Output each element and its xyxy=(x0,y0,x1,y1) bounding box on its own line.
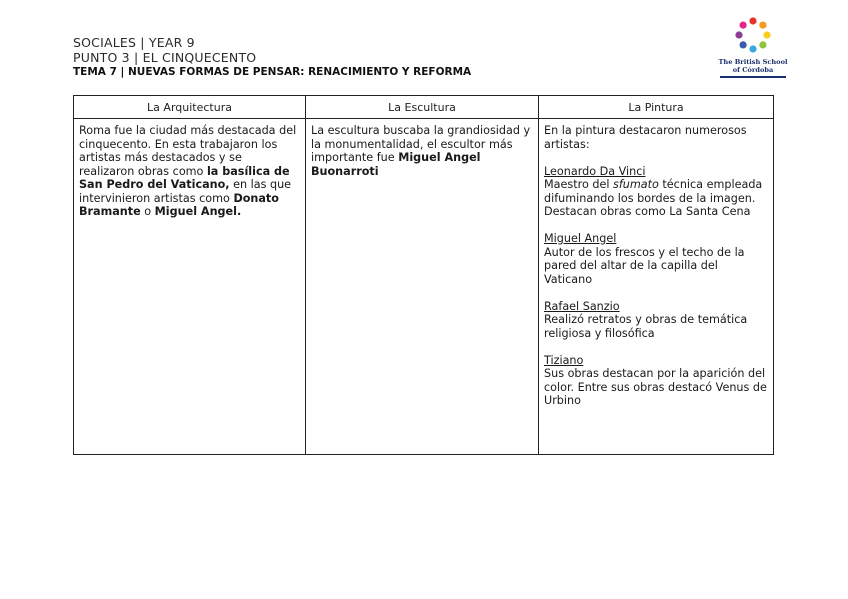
logo-underline xyxy=(720,76,786,78)
artist-tiziano: Tiziano Sus obras destacan por la aparición del color. Entre sus obras destacó Venus de Urbino xyxy=(544,353,767,407)
logo-dot xyxy=(735,31,742,38)
header-escultura: La Escultura xyxy=(306,96,539,119)
logo-dot xyxy=(749,17,756,24)
artist-name: Tiziano xyxy=(544,353,584,367)
cell-arquitectura: Roma fue la ciudad más destacada del cinquecento. En esta trabajaron los artistas más destacados y se realizaron obras como la basílica de San Pedro del Vaticano, en las que intervinieron artistas como Donato Bramante o Miguel Angel. xyxy=(74,119,306,455)
logo-dot xyxy=(749,45,756,52)
content-table xyxy=(73,95,774,455)
header-pintura: La Pintura xyxy=(539,96,774,119)
artist-miguel: Miguel Angel Autor de los frescos y el techo de la pared del altar de la capilla del Vaticano xyxy=(544,232,768,286)
logo-dot xyxy=(759,41,766,48)
school-logo xyxy=(716,12,790,80)
artist-rafael: Rafael Sanzio Realizó retratos y obras de temática religiosa y filosófica xyxy=(544,300,768,341)
logo-dot xyxy=(763,31,770,38)
artist-leonardo: Leonardo Da Vinci Maestro del sfumato técnica empleada difuminando los bordes de la imagen. Destacan obras como La Santa Cena xyxy=(544,165,768,219)
punto-title: PUNTO 3 | EL CINQUECENTO xyxy=(73,50,257,65)
header-arquitectura: La Arquitectura xyxy=(74,96,306,119)
table-header-row xyxy=(74,96,774,119)
dot-ring-icon xyxy=(716,12,790,58)
logo-dot xyxy=(740,22,747,29)
artist-name: Leonardo Da Vinci xyxy=(544,164,646,178)
tema-title: TEMA 7 | NUEVAS FORMAS DE PENSAR: RENACIMIENTO Y REFORMA xyxy=(73,66,472,78)
logo-text-line1: The British School xyxy=(718,58,788,66)
artist-name: Miguel Angel xyxy=(544,232,617,245)
artist-name: Rafael Sanzio xyxy=(544,299,620,313)
table-row xyxy=(74,119,774,455)
pintura-intro: En la pintura destacaron numerosos artistas: xyxy=(544,124,747,151)
document-header xyxy=(73,35,471,79)
cell-escultura: La escultura buscaba la grandiosidad y la monumentalidad, el escultor más importante fue Miguel Angel Buonarroti xyxy=(306,119,539,455)
logo-dot xyxy=(740,41,747,48)
logo-dot xyxy=(759,22,766,29)
logo-text-line2: of Córdoba xyxy=(732,65,774,74)
cell-pintura xyxy=(539,119,774,455)
subject-year: SOCIALES | YEAR 9 xyxy=(73,35,195,50)
